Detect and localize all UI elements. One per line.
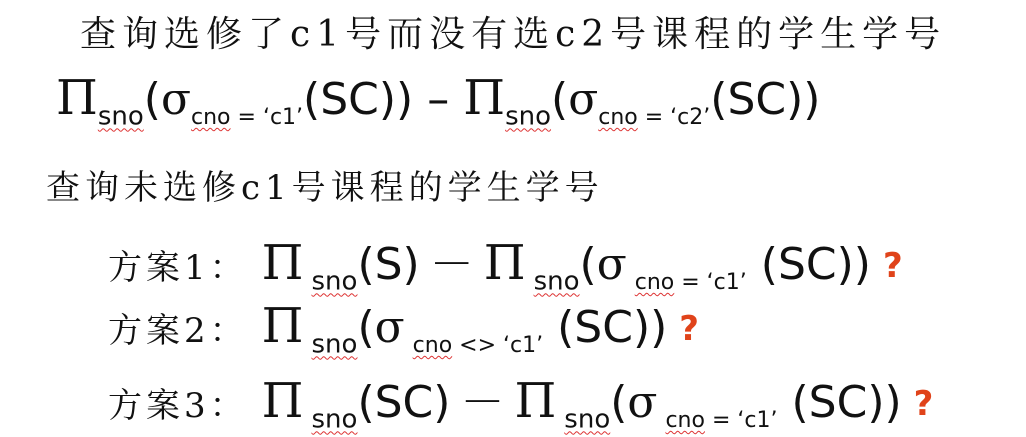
selection-symbol: σ: [596, 239, 627, 290]
condition-value: ‘c1’: [262, 104, 304, 130]
plan-label: 方案2：: [108, 311, 248, 351]
plan-1: [108, 228, 903, 296]
paren-open: (: [303, 74, 321, 125]
paren-close: )): [632, 302, 668, 353]
paren-close: ): [402, 239, 420, 290]
relation-name: S: [374, 239, 403, 290]
projection-symbol: Π: [463, 70, 506, 126]
plan-3: [108, 366, 933, 434]
paren-close: )): [378, 74, 414, 125]
selection-symbol: σ: [374, 302, 405, 353]
relation-name: SC: [374, 377, 434, 428]
query1-expression: [56, 70, 820, 131]
projection-symbol: Π: [261, 373, 304, 429]
paren-close: ): [433, 377, 451, 428]
relation-name: SC: [320, 74, 379, 125]
paren-open: (: [551, 74, 569, 125]
question-mark: ?: [882, 246, 903, 287]
selection-condition: [635, 270, 747, 295]
condition-value: ‘c2’: [670, 104, 711, 130]
paren-open: (: [710, 74, 728, 125]
minus-operator: –: [427, 74, 450, 125]
selection-condition: [665, 408, 777, 433]
projection-symbol: Π: [261, 298, 304, 354]
paren-open: (: [760, 239, 778, 290]
paren-close: )): [836, 239, 871, 290]
selection-condition: [191, 105, 303, 130]
paren-open: (: [357, 302, 375, 353]
condition-value: ‘c1’: [737, 407, 778, 433]
projection-attr: sno: [505, 101, 552, 132]
plan-2: [108, 298, 699, 359]
question-mark: ?: [679, 309, 700, 350]
condition-attr: cno: [665, 407, 705, 433]
minus-operator: －: [460, 377, 505, 428]
plan-label: 方案1：: [108, 248, 248, 288]
minus-operator: －: [429, 239, 474, 290]
condition-attr: cno: [634, 269, 675, 295]
plan-label: 方案3：: [108, 386, 248, 426]
condition-op: =: [681, 269, 700, 295]
selection-condition: [413, 333, 543, 358]
question-mark: ?: [913, 384, 934, 425]
condition-value: ‘c1’: [706, 269, 747, 295]
relation-name: SC: [727, 74, 787, 125]
projection-attr: sno: [564, 404, 611, 435]
relation-name: SC: [574, 302, 633, 353]
condition-op: =: [644, 104, 664, 130]
condition-op: =: [237, 104, 256, 130]
condition-value: ‘c1’: [503, 332, 544, 358]
selection-condition: [598, 105, 710, 130]
paren-open: (: [557, 302, 575, 353]
projection-attr: sno: [533, 266, 580, 297]
condition-attr: cno: [191, 104, 231, 130]
projection-symbol: Π: [483, 235, 526, 291]
selection-symbol: σ: [627, 377, 658, 428]
condition-op: <>: [459, 332, 497, 358]
paren-close: )): [786, 74, 821, 125]
paren-open: (: [791, 377, 809, 428]
paren-close: )): [867, 377, 902, 428]
selection-symbol: σ: [160, 74, 192, 125]
selection-symbol: σ: [568, 74, 599, 125]
projection-attr: sno: [311, 266, 358, 297]
projection-symbol: Π: [261, 235, 304, 291]
relation-name: SC: [777, 239, 837, 290]
projection-symbol: Π: [514, 373, 557, 429]
paren-open: (: [357, 239, 375, 290]
condition-op: =: [711, 407, 731, 433]
condition-attr: cno: [412, 332, 453, 358]
query1-title: 查询选修了c1号而没有选c2号课程的学生学号: [80, 14, 947, 55]
condition-attr: cno: [598, 104, 638, 130]
query2-title: 查询未选修c1号课程的学生学号: [46, 168, 604, 208]
paren-open: (: [610, 377, 628, 428]
paren-open: (: [143, 74, 161, 125]
relation-name: SC: [808, 377, 868, 428]
projection-symbol: Π: [56, 70, 98, 126]
paren-open: (: [579, 239, 597, 290]
projection-attr: sno: [311, 404, 358, 435]
projection-attr: sno: [311, 329, 358, 360]
projection-attr: sno: [97, 101, 144, 132]
paren-open: (: [357, 377, 375, 428]
